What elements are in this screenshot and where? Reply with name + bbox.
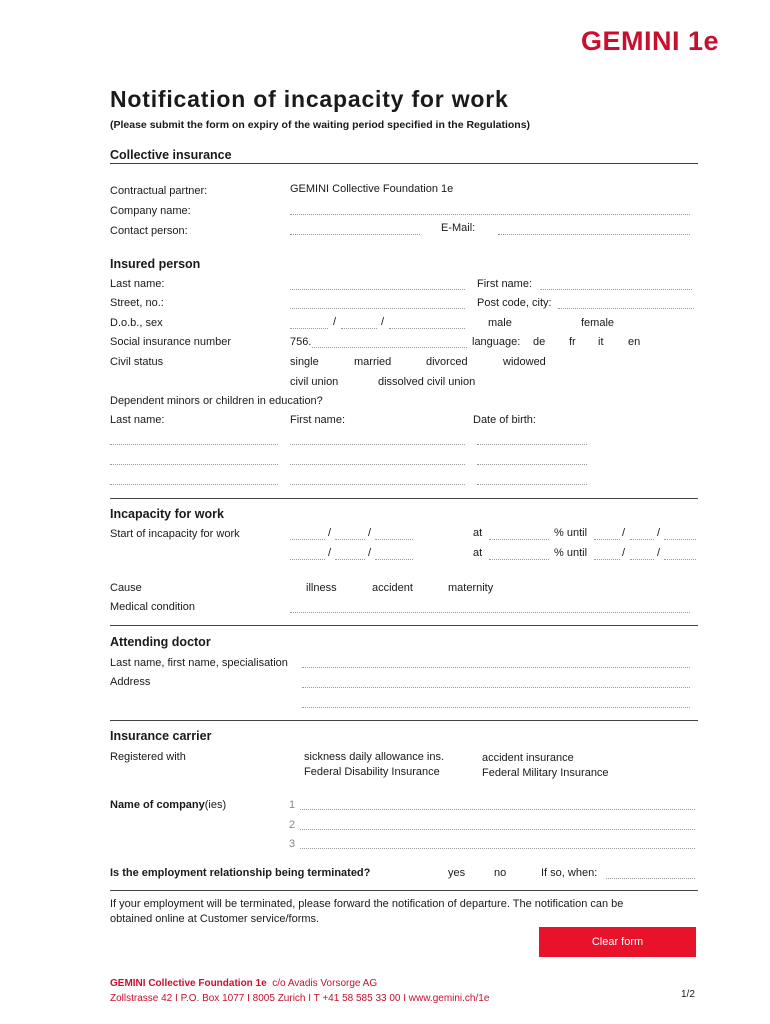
- percent-until-label: % until: [554, 527, 588, 539]
- percent-field[interactable]: [489, 559, 549, 560]
- until-day-field[interactable]: [594, 559, 620, 560]
- civil-single-option[interactable]: single: [290, 356, 319, 368]
- sickness-allowance-option[interactable]: sickness daily allowance ins.: [304, 751, 445, 763]
- section-insurance-carrier: Insurance carrier: [110, 729, 212, 743]
- termination-note-line2: obtained online at Customer service/forms.: [110, 913, 320, 925]
- ssn-label: Social insurance number: [110, 336, 232, 348]
- dob-year-field[interactable]: [389, 328, 465, 329]
- cause-illness-option[interactable]: illness: [306, 582, 337, 594]
- dob-separator: /: [333, 316, 337, 328]
- doctor-address-field-2[interactable]: [302, 707, 690, 708]
- start-month-field[interactable]: [335, 559, 365, 560]
- medical-condition-label: Medical condition: [110, 601, 195, 613]
- sex-male-option[interactable]: male: [488, 317, 512, 329]
- federal-military-option[interactable]: Federal Military Insurance: [482, 767, 609, 779]
- civil-widowed-option[interactable]: widowed: [503, 356, 546, 368]
- dob-separator: /: [381, 316, 385, 328]
- language-it-option[interactable]: it: [598, 336, 604, 348]
- first-name-label: First name:: [477, 278, 533, 290]
- civil-status-label: Civil status: [110, 356, 164, 368]
- civil-union-option[interactable]: civil union: [290, 376, 339, 388]
- cause-maternity-option[interactable]: maternity: [448, 582, 494, 594]
- civil-divorced-option[interactable]: divorced: [426, 356, 468, 368]
- footer-care-of: c/o Avadis Vorsorge AG: [272, 978, 378, 989]
- company-names-label: [110, 799, 226, 811]
- company-name-field[interactable]: [290, 214, 690, 215]
- date-separator: /: [368, 527, 372, 539]
- percent-field[interactable]: [489, 539, 549, 540]
- company-name-field-3[interactable]: [300, 848, 695, 849]
- dependent-dob-field[interactable]: [477, 444, 587, 445]
- civil-dissolved-option[interactable]: dissolved civil union: [378, 376, 476, 388]
- dependent-last-name-field[interactable]: [110, 484, 278, 485]
- gemini-logo: GEMINI 1e: [581, 26, 720, 56]
- percent-until-label: % until: [554, 547, 588, 559]
- page-subtitle: (Please submit the form on expiry of the waiting period specified in the Regulations): [110, 119, 531, 131]
- until-year-field[interactable]: [664, 559, 696, 560]
- ssn-prefix: 756.: [290, 336, 312, 348]
- accident-insurance-option[interactable]: accident insurance: [482, 752, 574, 764]
- date-separator: /: [657, 547, 661, 559]
- last-name-label: Last name:: [110, 278, 165, 290]
- doctor-address-field[interactable]: [302, 687, 690, 688]
- language-label: language:: [472, 336, 521, 348]
- termination-yes-option[interactable]: yes: [448, 867, 466, 879]
- sex-female-option[interactable]: female: [581, 317, 615, 329]
- section-divider: [110, 625, 698, 626]
- at-label: at: [473, 527, 483, 539]
- language-de-option[interactable]: de: [533, 336, 546, 348]
- company-number-3: 3: [289, 838, 296, 850]
- civil-married-option[interactable]: married: [354, 356, 392, 368]
- doctor-name-label: Last name, first name, specialisation: [110, 657, 288, 669]
- termination-question: Is the employment relationship being terminated?: [110, 867, 371, 879]
- language-fr-option[interactable]: fr: [569, 336, 576, 348]
- dependent-dob-label: Date of birth:: [473, 414, 536, 426]
- until-day-field[interactable]: [594, 539, 620, 540]
- first-name-field[interactable]: [540, 289, 692, 290]
- dob-day-field[interactable]: [290, 328, 328, 329]
- termination-date-field[interactable]: [606, 878, 695, 879]
- start-incapacity-label: Start of incapacity for work: [110, 528, 240, 540]
- start-year-field[interactable]: [375, 559, 413, 560]
- date-separator: /: [657, 527, 661, 539]
- street-label: Street, no.:: [110, 297, 164, 309]
- clear-form-button[interactable]: Clear form: [539, 927, 696, 957]
- section-divider: [110, 498, 698, 499]
- if-so-when-label: If so, when:: [541, 867, 598, 879]
- section-insured-person: Insured person: [110, 257, 201, 271]
- start-year-field[interactable]: [375, 539, 413, 540]
- cause-label: Cause: [110, 582, 142, 594]
- date-separator: /: [328, 527, 332, 539]
- cause-accident-option[interactable]: accident: [372, 582, 413, 594]
- section-divider: [110, 720, 698, 721]
- dob-month-field[interactable]: [341, 328, 377, 329]
- contact-person-label: Contact person:: [110, 225, 188, 237]
- until-month-field[interactable]: [630, 539, 654, 540]
- date-separator: /: [622, 547, 626, 559]
- dependent-last-name-field[interactable]: [110, 444, 278, 445]
- dependent-first-name-field[interactable]: [290, 484, 465, 485]
- contractual-partner-label: Contractual partner:: [110, 185, 208, 197]
- postcode-label: Post code, city:: [477, 297, 552, 309]
- dependent-dob-field[interactable]: [477, 484, 587, 485]
- email-label: E-Mail:: [441, 222, 476, 234]
- date-separator: /: [328, 547, 332, 559]
- section-divider: [110, 163, 698, 164]
- section-collective-insurance: Collective insurance: [110, 148, 232, 162]
- contact-person-field[interactable]: [290, 234, 420, 235]
- dependent-first-name-label: First name:: [290, 414, 346, 426]
- dob-sex-label: D.o.b., sex: [110, 317, 163, 329]
- company-name-field-2[interactable]: [300, 829, 695, 830]
- section-divider: [110, 890, 698, 891]
- start-day-field[interactable]: [290, 539, 325, 540]
- company-name-label: Company name:: [110, 205, 191, 217]
- at-label: at: [473, 547, 483, 559]
- dependent-first-name-field[interactable]: [290, 444, 465, 445]
- dependents-question: Dependent minors or children in education?: [110, 395, 323, 407]
- medical-condition-field[interactable]: [290, 612, 690, 613]
- contractual-partner-value: GEMINI Collective Foundation 1e: [290, 183, 454, 195]
- until-year-field[interactable]: [664, 539, 696, 540]
- page-title: Notification of incapacity for work: [110, 86, 509, 112]
- dependent-last-name-field[interactable]: [110, 464, 278, 465]
- company-name-field-1[interactable]: [300, 809, 695, 810]
- start-month-field[interactable]: [335, 539, 365, 540]
- page-number: 1/2: [681, 989, 695, 1000]
- email-field[interactable]: [498, 234, 690, 235]
- company-names-label-suffix: (ies): [204, 799, 227, 811]
- termination-note-line1: If your employment will be terminated, please forward the notification of departure. The notification can be: [110, 898, 624, 910]
- start-day-field[interactable]: [290, 559, 325, 560]
- street-field[interactable]: [290, 308, 465, 309]
- company-number-2: 2: [289, 819, 296, 831]
- footer-address: Zollstrasse 42 I P.O. Box 1077 I 8005 Zurich I T +41 58 585 33 00 I www.gemini.ch/1e: [110, 993, 490, 1004]
- dependent-last-name-label: Last name:: [110, 414, 165, 426]
- doctor-address-label: Address: [110, 676, 151, 688]
- postcode-city-field[interactable]: [558, 308, 694, 309]
- language-en-option[interactable]: en: [628, 336, 641, 348]
- federal-disability-option[interactable]: Federal Disability Insurance: [304, 766, 440, 778]
- section-attending-doctor: Attending doctor: [110, 635, 211, 649]
- termination-no-option[interactable]: no: [494, 867, 507, 879]
- ssn-field[interactable]: [312, 347, 467, 348]
- until-month-field[interactable]: [630, 559, 654, 560]
- last-name-field[interactable]: [290, 289, 465, 290]
- date-separator: /: [368, 547, 372, 559]
- registered-with-label: Registered with: [110, 751, 186, 763]
- doctor-name-field[interactable]: [302, 667, 690, 668]
- dependent-first-name-field[interactable]: [290, 464, 465, 465]
- section-incapacity: Incapacity for work: [110, 507, 224, 521]
- company-names-label-bold: Name of company: [110, 799, 205, 811]
- dependent-dob-field[interactable]: [477, 464, 587, 465]
- footer-org: GEMINI Collective Foundation 1e: [110, 978, 267, 989]
- footer-org-line: [110, 978, 377, 989]
- company-number-1: 1: [289, 799, 296, 811]
- date-separator: /: [622, 527, 626, 539]
